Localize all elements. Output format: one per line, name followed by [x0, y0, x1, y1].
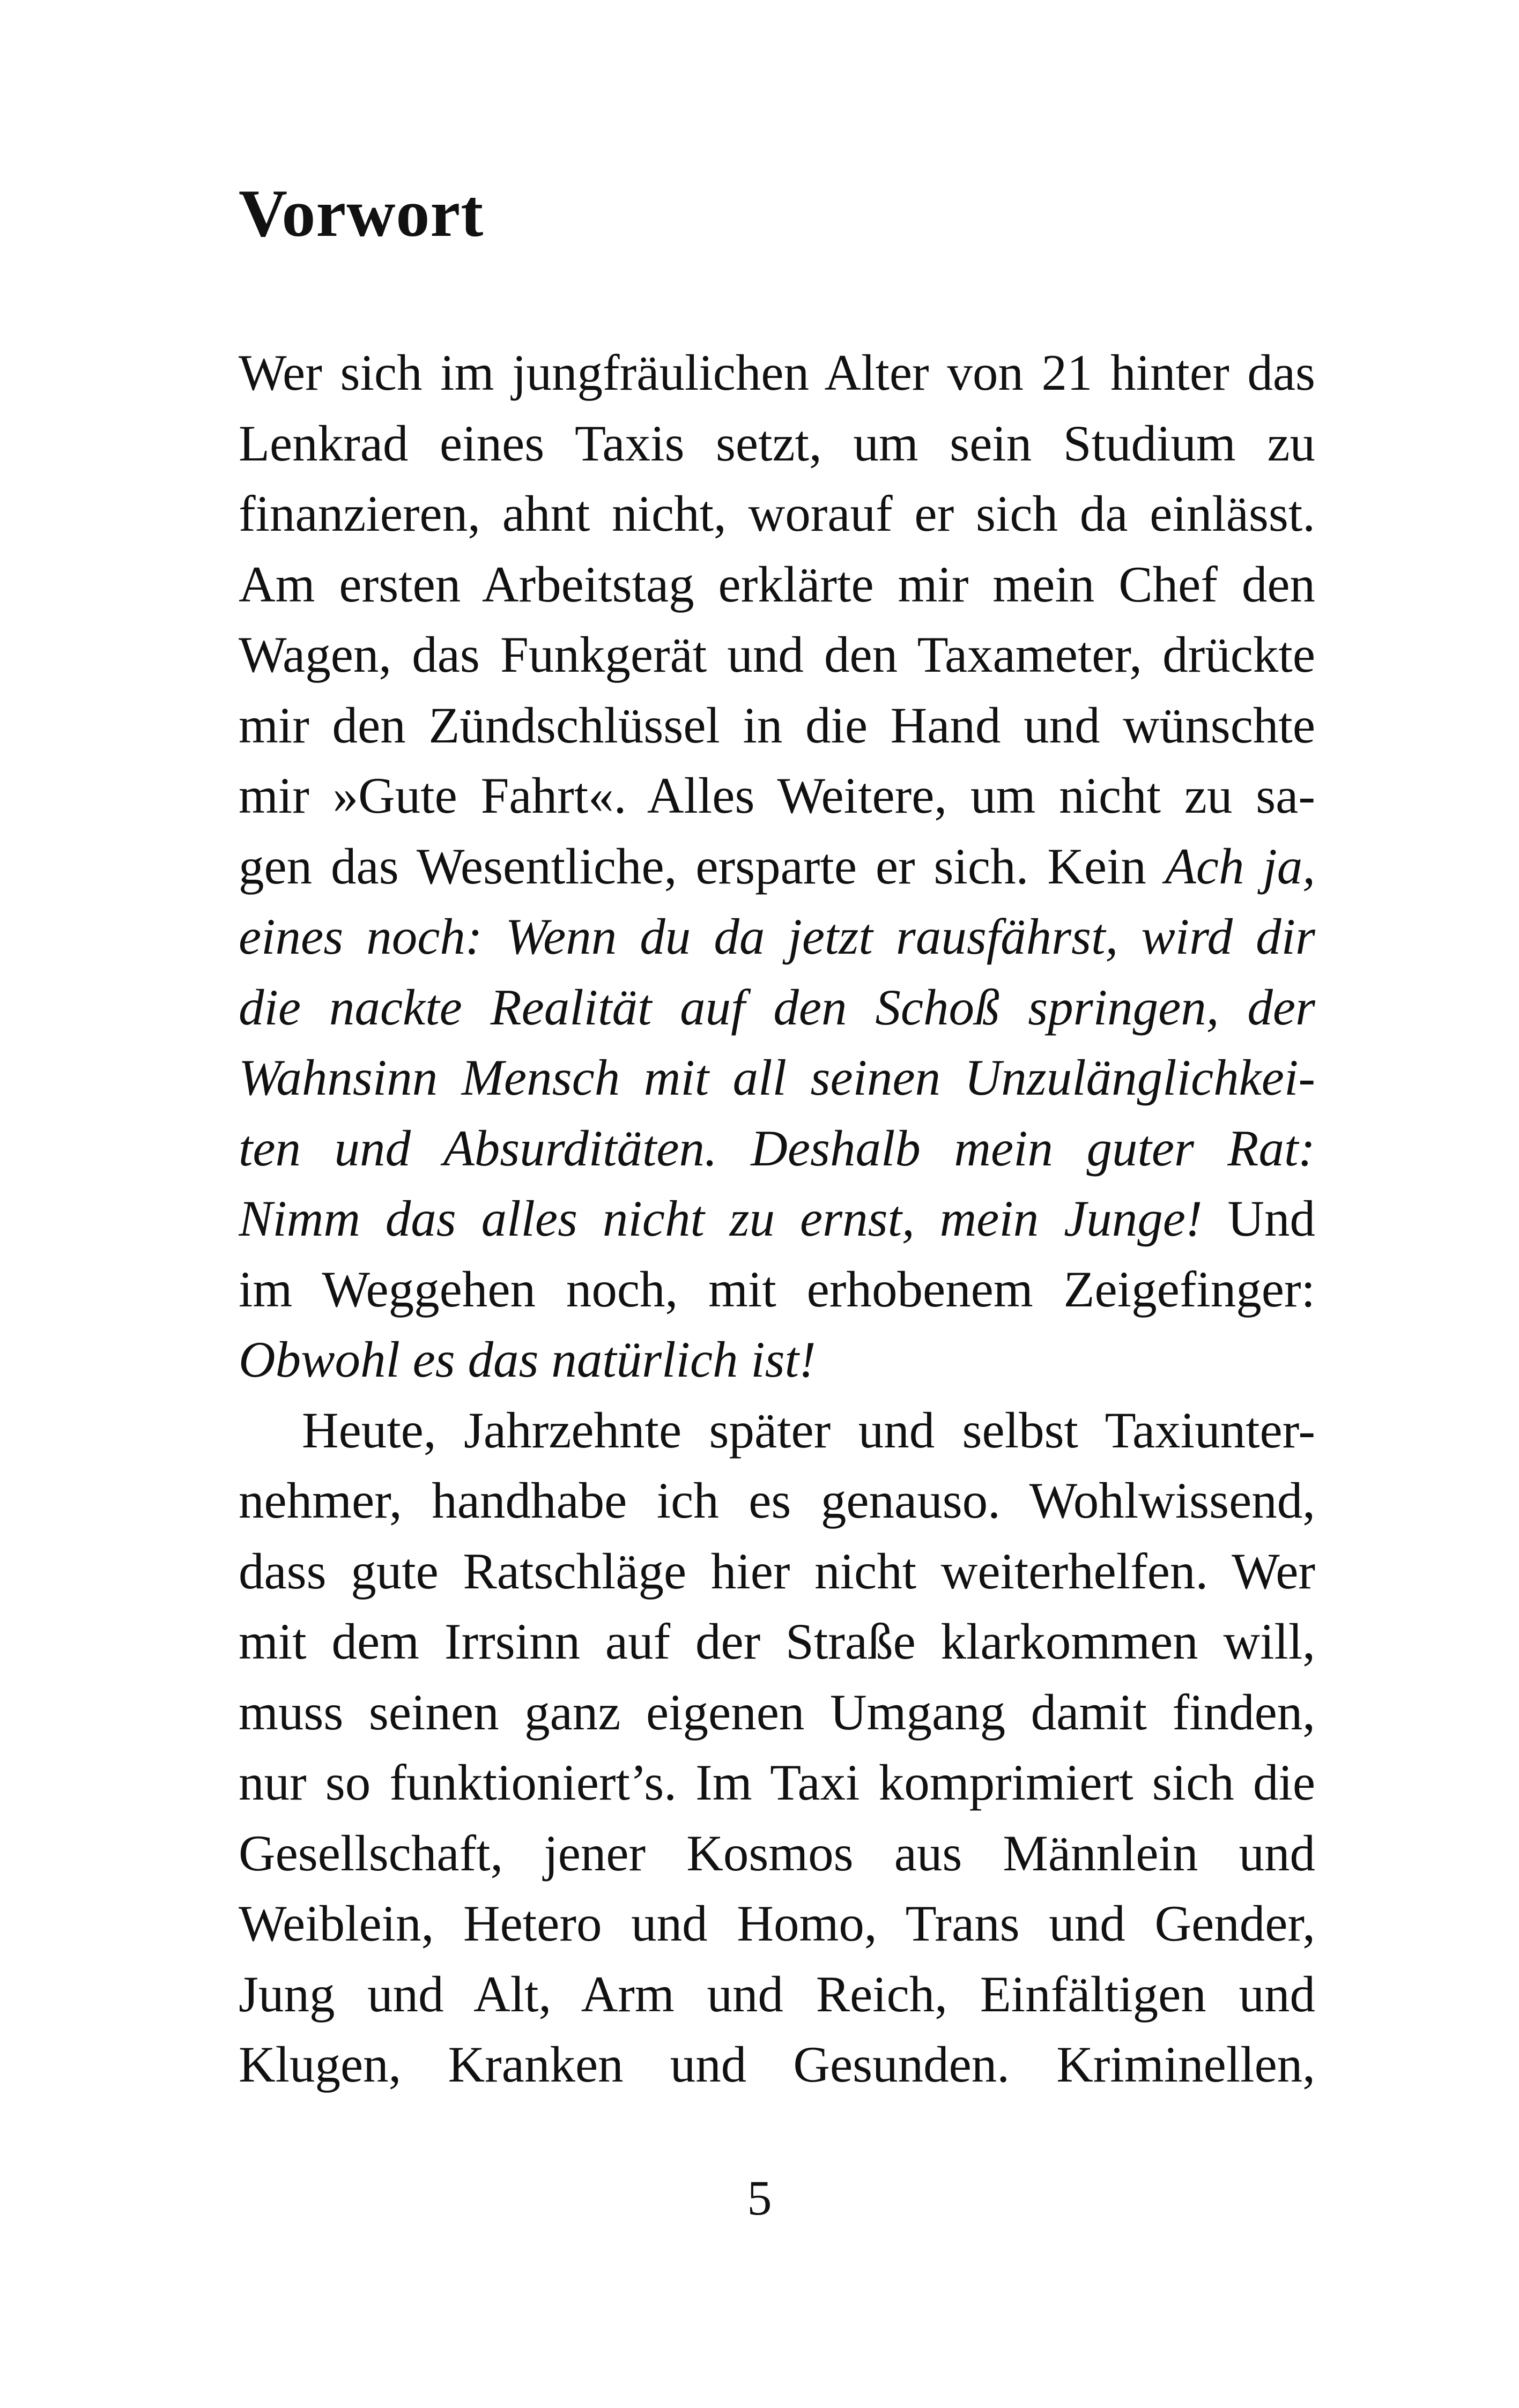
text-segment: Lenkrad eines Taxis setzt, um sein Studium zu [239, 414, 1315, 472]
text-segment: Heute, Jahrzehnte später und selbst Taxiunter- [302, 1401, 1315, 1459]
page-number: 5 [747, 2171, 772, 2225]
text-segment: Weiblein, Hetero und Homo, Trans und Gender, [239, 1895, 1315, 1952]
italic-text-segment: Ach ja, [1165, 837, 1315, 895]
text-line [239, 690, 1315, 761]
text-segment: mir den Zündschlüssel in die Hand und wünschte [239, 696, 1315, 754]
text-line [239, 2030, 1315, 2100]
text-line [239, 1113, 1315, 1184]
text-line [239, 1677, 1315, 1748]
text-line [239, 1395, 1315, 1466]
text-line [239, 479, 1315, 549]
text-line [239, 1748, 1315, 1818]
body-text [239, 338, 1315, 2100]
text-segment: Klugen, Kranken und Gesunden. Kriminellen, [239, 2036, 1315, 2093]
text-line [239, 408, 1315, 479]
text-line [239, 1959, 1315, 2030]
text-segment: Wagen, das Funkgerät und den Taxameter, drückte [239, 626, 1315, 683]
text-line [239, 902, 1315, 972]
text-line [239, 1184, 1315, 1254]
text-line [239, 620, 1315, 690]
text-segment: Jung und Alt, Arm und Reich, Einfältigen und [239, 1965, 1315, 2023]
text-segment: finanzieren, ahnt nicht, worauf er sich da einlässt. [239, 485, 1315, 542]
text-line [239, 1889, 1315, 1959]
text-line [239, 761, 1315, 831]
text-line [239, 1536, 1315, 1607]
text-segment: Gesellschaft, jener Kosmos aus Männlein und [239, 1824, 1315, 1882]
text-line [239, 338, 1315, 408]
text-segment: mit dem Irrsinn auf der Straße klarkommen will, [239, 1613, 1315, 1670]
italic-text-segment: die nackte Realität auf den Schoß springen, der [239, 978, 1315, 1036]
text-segment: dass gute Ratschläge hier nicht weiterhelfen. Wer [239, 1542, 1315, 1600]
italic-text-segment: Obwohl es das natürlich ist! [239, 1331, 816, 1388]
text-segment: Am ersten Arbeitstag erklärte mir mein Chef den [239, 555, 1315, 613]
text-line [239, 972, 1315, 1043]
text-line [239, 1325, 1315, 1395]
text-segment: Wer sich im jungfräulichen Alter von 21 hinter das [239, 344, 1315, 401]
italic-text-segment: Wahnsinn Mensch mit all seinen Unzulänglichkei- [239, 1049, 1315, 1106]
text-line [239, 1466, 1315, 1536]
text-segment: Und [1202, 1190, 1315, 1247]
chapter-title: Vorwort [239, 176, 484, 251]
text-segment: mir »Gute Fahrt«. Alles Weitere, um nicht zu sa- [239, 767, 1315, 824]
text-line [239, 549, 1315, 620]
text-line [239, 1043, 1315, 1113]
italic-text-segment: ten und Absurditäten. Deshalb mein guter Rat: [239, 1119, 1315, 1177]
text-segment: im Weggehen noch, mit erhobenem Zeigefinger: [239, 1260, 1315, 1318]
italic-text-segment: Nimm das alles nicht zu ernst, mein Junge! [239, 1190, 1203, 1247]
text-line [239, 1818, 1315, 1889]
text-line [239, 1254, 1315, 1325]
text-segment: muss seinen ganz eigenen Umgang damit finden, [239, 1683, 1315, 1741]
italic-text-segment: eines noch: Wenn du da jetzt rausfährst, wird dir [239, 908, 1315, 965]
text-line [239, 1607, 1315, 1677]
text-line [239, 831, 1315, 902]
text-segment: gen das Wesentliche, ersparte er sich. Kein [239, 837, 1165, 895]
text-segment: nehmer, handhabe ich es genauso. Wohlwissend, [239, 1472, 1315, 1529]
text-segment: nur so funktioniert’s. Im Taxi komprimiert sich die [239, 1754, 1315, 1811]
